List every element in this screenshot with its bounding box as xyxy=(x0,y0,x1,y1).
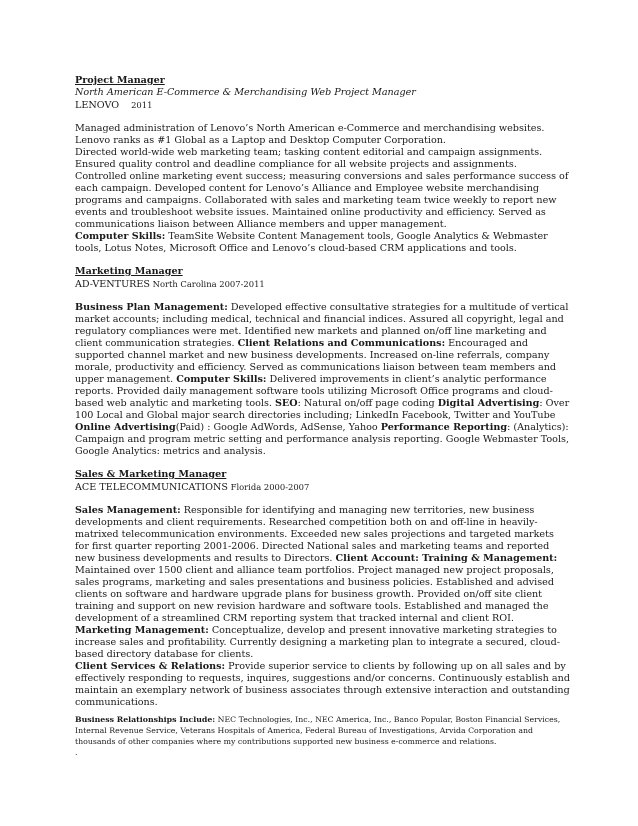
computer-skills xyxy=(75,231,570,255)
skills-text: TeamSite Website Content Management tools, Google Analytics & Webmaster tools, Lotus Notes, Microsoft Office and Lenovo’s cloud-based CRM applications and tools. xyxy=(75,231,548,254)
spacer xyxy=(75,458,570,469)
company-line xyxy=(75,278,570,291)
job-paragraph xyxy=(75,661,570,709)
section-label: Digital Advertising xyxy=(437,398,540,409)
skills-label: Computer Skills: xyxy=(75,231,166,242)
job-year: 2011 xyxy=(131,100,153,110)
section-label: Client Relations and Communications: xyxy=(237,338,446,349)
spacer xyxy=(75,494,570,505)
company-name: AD-VENTURES xyxy=(75,279,150,290)
section-text: (Paid) : Google AdWords, AdSense, Yahoo xyxy=(175,422,381,433)
section-label: Performance Reporting xyxy=(380,422,508,433)
end-mark: . xyxy=(75,748,78,757)
section-text: Encouraged and supported channel market and new business developments. Increased on-line referrals, company morale, productivity and efficiency. Served as communications liaison between team members and upper management. xyxy=(75,338,557,385)
section-text: : Over 100 Local and Global major search directories including; LinkedIn Facebook, Twitter and YouTube xyxy=(75,398,570,421)
section-text: Delivered improvements in client’s analytic performance reports. Provided daily management software tools utilizing Microsoft Office programs and cloud-based web analytic and marketing tools. xyxy=(75,374,553,409)
page-content xyxy=(75,75,570,758)
company-name: LENOVO xyxy=(75,100,120,111)
section-text: Responsible for identifying and managing new territories, new business developments and client requirements. Researched competition both on and off-line in heavily-matrixed telecommunication environments. Exceeded new sales projections and targeted markets for first quarter reporting 2001-2006. Directed National sales and marketing teams and reported new business developments and results to Directors. xyxy=(75,505,554,564)
spacer xyxy=(75,291,570,302)
company-line xyxy=(75,99,570,112)
section-label: Sales Management: xyxy=(75,505,181,516)
company-location: Florida 2000-2007 xyxy=(227,482,310,492)
spacer xyxy=(75,112,570,123)
job-paragraph: Directed world-wide web marketing team; tasking content editorial and campaign assignments. Ensured quality control and deadline compliance for all website projects and assignments. Controlled online marketing event success; measuring conversions and sales performance success of each campaign. Developed content for Lenovo’s Alliance and Employee website merchandising programs and campaigns. Collaborated with sales and marketing team twice weekly to report new events and troubleshoot website issues. Maintained online productivity and efficiency. Served as communications liaison between Alliance members and upper management. xyxy=(75,147,569,230)
company-line xyxy=(75,481,570,494)
section-label: Online Advertising xyxy=(75,422,176,433)
section-text: NEC Technologies, Inc., NEC America, Inc., Banco Popular, Boston Financial Services, Internal Revenue Service, Veterans Hospitals of America, Federal Bureau of Investigations, Arvida Corporation and thousands of other companies where my contributions supported new business e-commerce and relations. xyxy=(75,715,561,746)
job-title: Marketing Manager xyxy=(75,266,183,277)
business-relationships xyxy=(75,714,570,747)
job-title: Sales & Marketing Manager xyxy=(75,469,227,480)
spacer xyxy=(75,255,570,266)
job-marketing-manager xyxy=(75,266,570,458)
section-text: Provide superior service to clients by following up on all sales and by effectively responding to requests, inquires, suggestions and/or concerns. Continuously establish and maintain an exemplary network of business associates through extensive interaction and outstanding communications. xyxy=(75,661,570,708)
section-label: Client Account: Training & Management: xyxy=(335,553,558,564)
section-label: Business Plan Management: xyxy=(75,302,228,313)
company-name: ACE TELECOMMUNICATIONS xyxy=(75,482,228,493)
company-location: North Carolina 2007-2011 xyxy=(149,279,265,289)
section-text: : Natural on/off page coding xyxy=(297,398,438,409)
section-label: Marketing Management: xyxy=(75,625,209,636)
job-paragraph xyxy=(75,505,570,661)
section-label: Client Services & Relations: xyxy=(75,661,226,672)
job-paragraph: Managed administration of Lenovo’s North American e-Commerce and merchandising websites. Lenovo ranks as #1 Global as a Laptop and Desktop Computer Corporation. xyxy=(75,123,545,146)
job-sales-marketing-manager xyxy=(75,469,570,758)
section-label: Computer Skills: xyxy=(176,374,267,385)
section-text: : (Analytics): Campaign and program metric setting and performance analysis reporting. Google Webmaster Tools, Google Analytics: metrics and analysis. xyxy=(75,422,569,457)
job-subtitle: North American E-Commerce & Merchandising Web Project Manager xyxy=(75,87,416,98)
section-text: Conceptualize, develop and present innovative marketing strategies to increase sales and profitability. Currently designing a marketing plan to integrate a secured, cloud-based directory database for clients. xyxy=(75,625,560,660)
job-paragraph xyxy=(75,302,570,458)
section-text: Maintained over 1500 client and alliance team portfolios. Project managed new project proposals, sales programs, marketing and sales presentations and business policies. Established and advised clients on software and hardware upgrade plans for business growth. Provided on/off site client training and support on new revision hardware and software tools. Established and managed the development of a streamlined CRM reporting system that tracked internal and client ROI. xyxy=(75,565,554,624)
job-project-manager xyxy=(75,75,570,255)
section-label: Business Relationships Include: xyxy=(75,715,216,724)
section-text: Developed effective consultative strategies for a multitude of vertical market accounts; including medical, technical and financial indices. Assured all copyright, legal and regulatory compliances were met. Identified new markets and planned on/off line marketing and client communication strategies. xyxy=(75,302,569,349)
section-label: SEO xyxy=(274,398,298,409)
job-title: Project Manager xyxy=(75,75,165,86)
